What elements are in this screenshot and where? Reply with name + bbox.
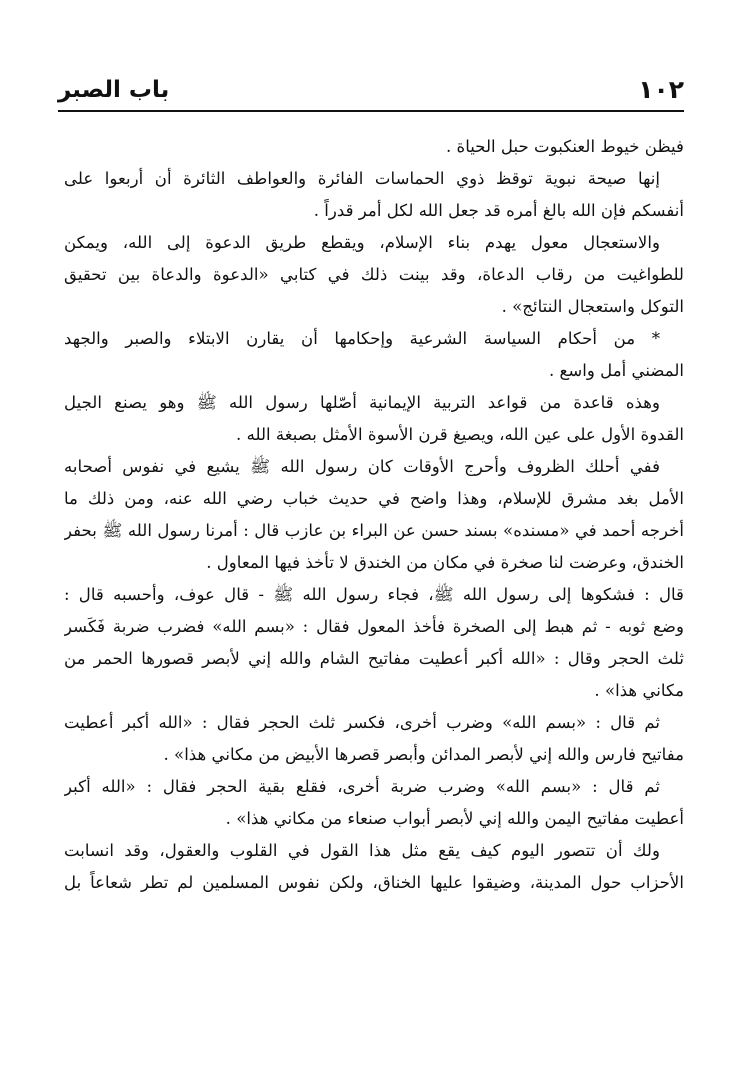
text-line: للطواغيت من رقاب الدعاة، وقد بينت ذلك في كتابي «الدعوة والدعاة بين تحقيق [64,265,684,284]
text-line: إنها صيحة نبوية توقظ ذوي الحماسات الفائرة والعواطف الثائرة أن أربعوا على [64,169,660,188]
text-line: وضع ثوبه - ثم هبط إلى الصخرة فأخذ المعول فقال : «بسم الله» فضرب ضربة فَكَسر [64,617,684,636]
text-line: ولك أن تتصور اليوم كيف يقع مثل هذا القول في القلوب والعقول، وقد انسابت [64,841,660,860]
text-line: ثلث الحجر وقال : «الله أكبر أعطيت مفاتيح الشام والله إني لأبصر قصورها الحمر من [64,649,684,668]
text-line: ثم قال : «بسم الله» وضرب ضربة أخرى، فقلع بقية الحجر فقال : «الله أكبر [64,777,660,796]
text-line: التوكل واستعجال النتائج» . [501,297,684,316]
text-line: * من أحكام السياسة الشرعية وإحكامها أن يقارن الابتلاء والصبر والجهد [64,329,660,348]
chapter-title: باب الصبر [58,77,170,103]
text-line: فيظن خيوط العنكبوت حبل الحياة . [445,137,684,156]
page-number: ١٠٢ [638,75,684,104]
text-line: مفاتيح فارس والله إني لأبصر المدائن وأبصر قصرها الأبيض من مكاني هذا» . [163,745,684,764]
text-line: المضني أمل واسع . [548,361,684,380]
page-header [58,62,684,112]
text-line: ثم قال : «بسم الله» وضرب أخرى، فكسر ثلث الحجر فقال : «الله أكبر أعطيت [64,713,660,732]
text-line: قال : فشكوها إلى رسول الله ﷺ، فجاء رسول الله ﷺ - قال عوف، وأحسبه قال : [64,585,684,604]
text-line: القدوة الأول على عين الله، ويصيغ قرن الأسوة الأمثل بصبغة الله . [236,425,684,444]
text-line: والاستعجال معول يهدم بناء الإسلام، ويقطع طريق الدعوة إلى الله، ويمكن [64,233,660,252]
text-line: ففي أحلك الظروف وأحرج الأوقات كان رسول الله ﷺ يشيع في نفوس أصحابه [64,457,660,476]
text-line: أعطيت مفاتيح اليمن والله إني لأبصر أبواب صنعاء من مكاني هذا» . [225,809,684,828]
text-line: الأمل بغد مشرق للإسلام، وهذا واضح في حديث خباب رضي الله عنه، ومن ذلك ما [64,489,684,508]
text-line: الخندق، وعرضت لنا صخرة في مكان من الخندق لا تأخذ فيها المعاول . [206,553,684,572]
page-body [64,131,684,899]
text-line: أخرجه أحمد في «مسنده» بسند حسن عن البراء بن عازب قال : أمرنا رسول الله ﷺ بحفر [64,521,684,540]
text-line: أنفسكم فإن الله بالغ أمره قد جعل الله لكل أمر قدراً . [313,201,684,220]
text-line: الأحزاب حول المدينة، وضيقوا عليها الخناق، ولكن نفوس المسلمين لم تطر شعاعاً بل [64,873,684,892]
text-line: مكاني هذا» . [594,681,684,700]
text-line: وهذه قاعدة من قواعد التربية الإيمانية أصّلها رسول الله ﷺ وهو يصنع الجيل [64,393,660,412]
